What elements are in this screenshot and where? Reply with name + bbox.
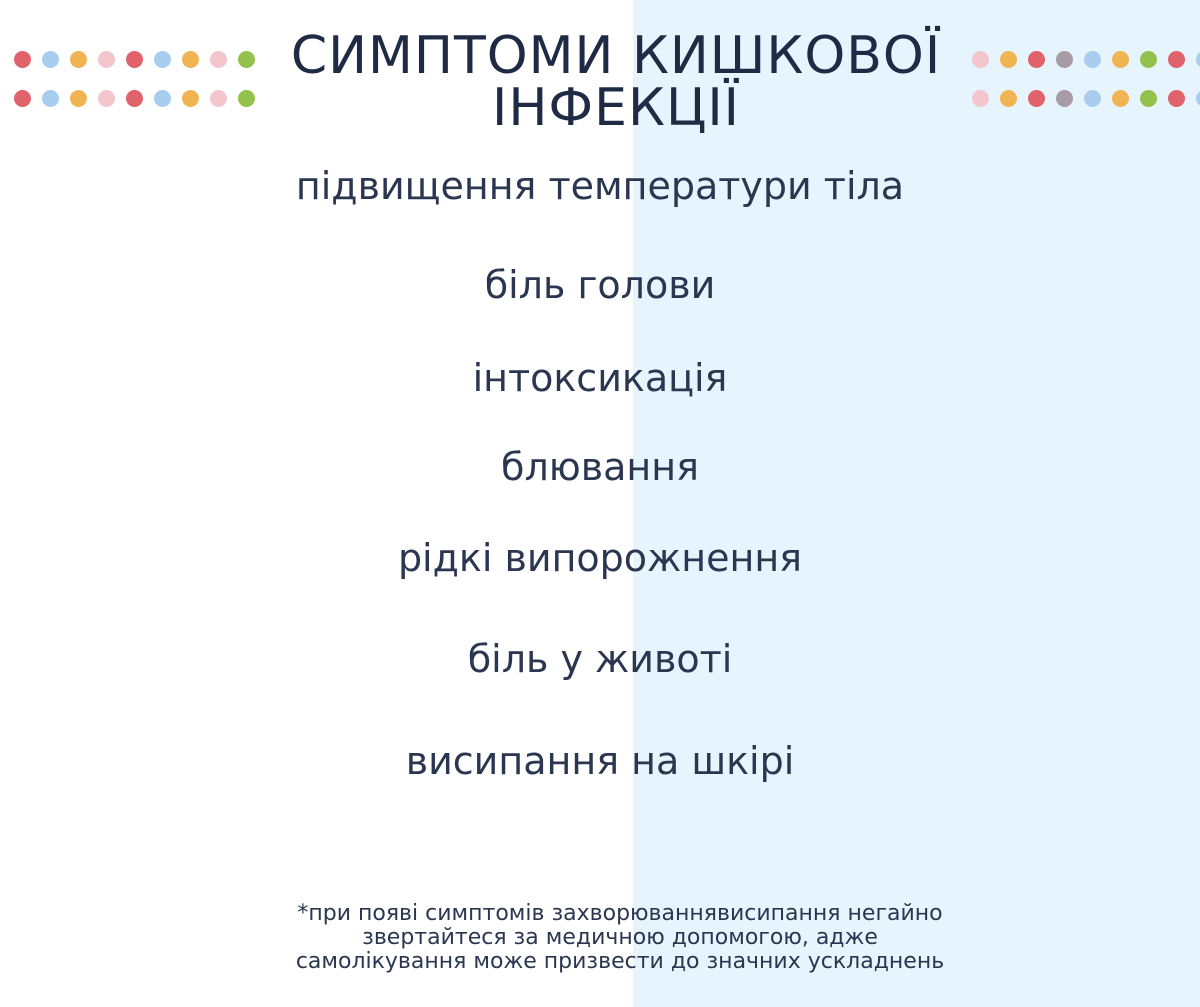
pink-dot-icon [210,90,227,107]
blue-dot-icon [42,51,59,68]
symptom-vomiting: блювання [501,445,699,489]
blue-dot-icon [1196,90,1200,107]
blue-dot-icon [42,90,59,107]
orange-dot-icon [70,90,87,107]
blue-dot-icon [1084,90,1101,107]
symptom-skin-rash: висипання на шкірі [405,739,795,783]
footnote-line-1: *при появі симптомів захворюваннявисипання негайно [297,901,943,926]
symptom-intoxication: інтоксикація [472,356,728,400]
pink-dot-icon [210,51,227,68]
orange-dot-icon [1112,90,1129,107]
grey-dot-icon [1056,51,1073,68]
green-dot-icon [238,90,255,107]
decorative-dots-left [14,51,255,107]
red-dot-icon [1168,51,1185,68]
decorative-dots-right [972,51,1200,107]
orange-dot-icon [182,90,199,107]
footnote [200,902,1040,974]
green-dot-icon [1140,90,1157,107]
footnote-line-2: звертайтеся за медичною допомогою, адже [362,925,878,950]
dot-row [972,51,1200,68]
blue-dot-icon [1196,51,1200,68]
green-dot-icon [238,51,255,68]
symptom-headache: біль голови [484,263,716,307]
orange-dot-icon [182,51,199,68]
red-dot-icon [14,90,31,107]
orange-dot-icon [1112,51,1129,68]
dot-row [14,51,255,68]
pink-dot-icon [972,51,989,68]
pink-dot-icon [98,90,115,107]
red-dot-icon [1028,90,1045,107]
symptom-abdominal-pain: біль у животі [467,637,733,681]
red-dot-icon [126,51,143,68]
page-title-line-1: СИМПТОМИ КИШКОВОЇ [290,26,942,86]
red-dot-icon [1028,51,1045,68]
footnote-line-3: самолікування може призвести до значних ускладнень [295,949,945,974]
pink-dot-icon [972,90,989,107]
green-dot-icon [1140,51,1157,68]
red-dot-icon [126,90,143,107]
grey-dot-icon [1056,90,1073,107]
page-title [260,26,972,138]
pink-dot-icon [98,51,115,68]
blue-dot-icon [154,51,171,68]
right-panel-background [633,0,1200,1007]
orange-dot-icon [1000,51,1017,68]
symptom-fever: підвищення температури тіла [295,164,905,208]
red-dot-icon [1168,90,1185,107]
page-title-line-2: ІНФЕКЦІЇ [491,78,741,138]
red-dot-icon [14,51,31,68]
dot-row [972,90,1200,107]
symptom-diarrhea: рідкі випорожнення [397,536,803,580]
blue-dot-icon [1084,51,1101,68]
orange-dot-icon [1000,90,1017,107]
orange-dot-icon [70,51,87,68]
blue-dot-icon [154,90,171,107]
dot-row [14,90,255,107]
